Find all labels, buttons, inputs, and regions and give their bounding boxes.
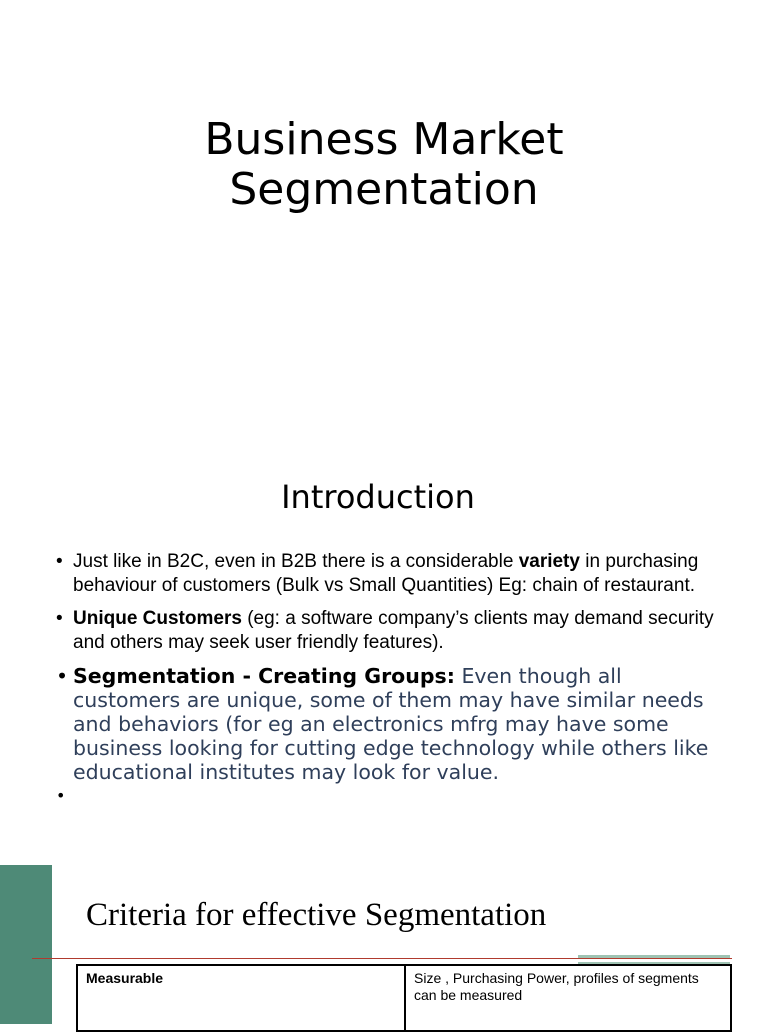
bullet-unique-customers: [56, 607, 716, 655]
bullet-variety-bold: variety: [518, 551, 580, 572]
bullet-unique-customers-bold: Unique Customers: [73, 608, 242, 629]
divider-rule: [32, 958, 732, 959]
criterion-cell: Measurable: [77, 965, 405, 1031]
bullet-variety: [56, 550, 716, 598]
bullet-list: [56, 550, 716, 810]
bullet-empty: [56, 786, 716, 810]
bullet-segmentation: [56, 664, 716, 784]
title-slide: [0, 0, 768, 440]
main-title-line1: Business Market: [204, 114, 564, 165]
introduction-slide: [0, 440, 768, 860]
bullet-segmentation-bold: Segmentation - Creating Groups:: [73, 664, 455, 688]
accent-bar: [0, 865, 52, 1024]
criteria-slide: [0, 865, 768, 1024]
main-title-line2: Segmentation: [229, 164, 539, 215]
bullet-unique-customers-text: (eg: a software company’s clients may demand security and others may seek user friendly features).: [73, 608, 714, 653]
bullet-variety-text-after: in purchasing behaviour of customers (Bulk vs Small Quantities) Eg: chain of restaurant.: [73, 551, 699, 596]
criteria-table: [76, 964, 732, 1032]
bullet-variety-text-before: Just like in B2C, even in B2B there is a considerable: [73, 551, 519, 572]
table-row: [77, 965, 731, 1031]
introduction-heading: Introduction: [281, 478, 475, 516]
main-title: [0, 115, 768, 215]
criterion-description-cell: Size , Purchasing Power, profiles of segments can be measured: [405, 965, 731, 1031]
criteria-title: Criteria for effective Segmentation: [86, 897, 547, 933]
bullet-segmentation-text: Even though all customers are unique, some of them may have similar needs and behaviors (for eg an electronics mfrg may have some business looking for cutting edge technology while others like educational institutes may look for value.: [73, 664, 709, 784]
